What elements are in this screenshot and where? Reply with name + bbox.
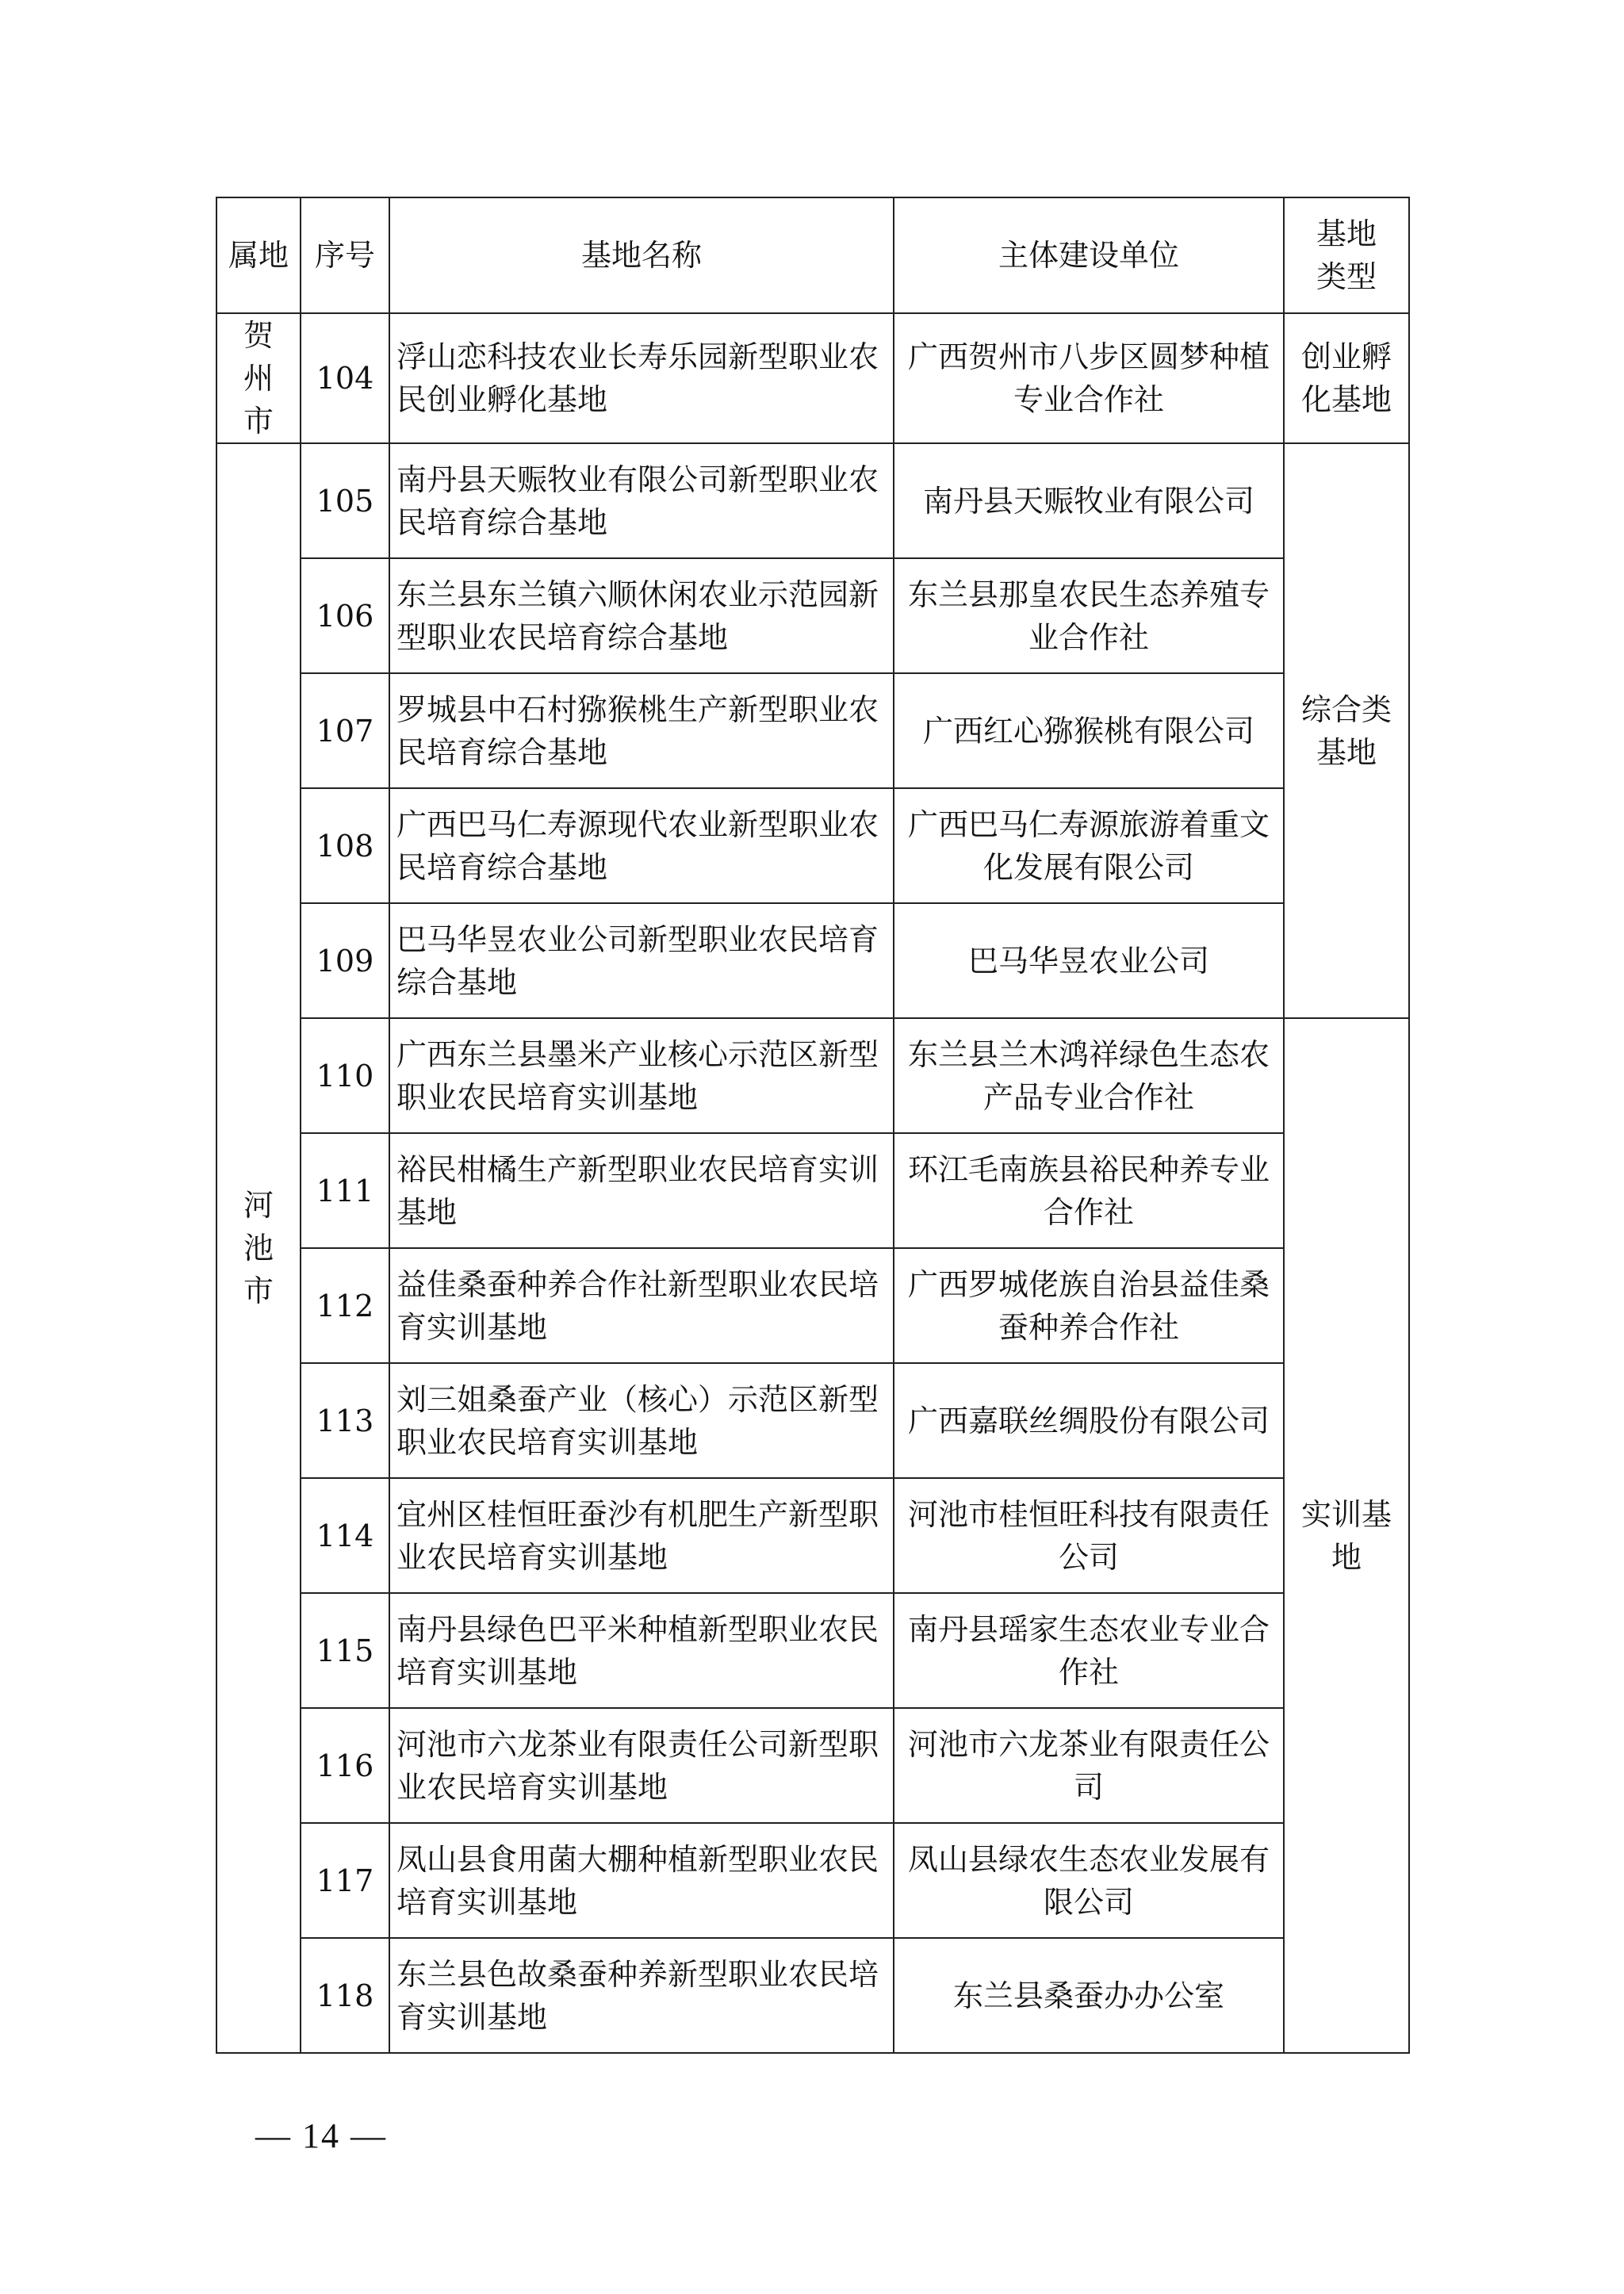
seq-cell: 110: [301, 1018, 389, 1133]
unit-cell: 广西红心猕猴桃有限公司: [894, 673, 1284, 788]
name-cell: 浮山恋科技农业长寿乐园新型职业农民创业孵化基地: [389, 313, 894, 443]
table-row: [216, 443, 1409, 558]
type-cell-training: 实训基地: [1284, 1018, 1409, 2053]
type-cell-comprehensive: 综合类基地: [1284, 443, 1409, 1018]
header-seq: 序号: [301, 197, 389, 313]
unit-cell: 广西巴马仁寿源旅游着重文化发展有限公司: [894, 788, 1284, 903]
table-row: [216, 558, 1409, 673]
name-cell: 宜州区桂恒旺蚕沙有机肥生产新型职业农民培育实训基地: [389, 1478, 894, 1593]
name-cell: 凤山县食用菌大棚种植新型职业农民培育实训基地: [389, 1823, 894, 1938]
name-cell: 罗城县中石村猕猴桃生产新型职业农民培育综合基地: [389, 673, 894, 788]
unit-cell: 东兰县桑蚕办办公室: [894, 1938, 1284, 2053]
table-row: [216, 1938, 1409, 2053]
name-cell: 东兰县色故桑蚕种养新型职业农民培育实训基地: [389, 1938, 894, 2053]
table-row: [216, 1018, 1409, 1133]
table-row: [216, 1248, 1409, 1363]
city-cell-hechi: 河池市: [216, 443, 301, 2053]
seq-cell: 109: [301, 903, 389, 1018]
seq-cell: 106: [301, 558, 389, 673]
table-row: [216, 1823, 1409, 1938]
unit-cell: 广西罗城佬族自治县益佳桑蚕种养合作社: [894, 1248, 1284, 1363]
name-cell: 广西东兰县墨米产业核心示范区新型职业农民培育实训基地: [389, 1018, 894, 1133]
name-cell: 南丹县绿色巴平米种植新型职业农民培育实训基地: [389, 1593, 894, 1708]
type-cell-incubation: 创业孵化基地: [1284, 313, 1409, 443]
seq-cell: 115: [301, 1593, 389, 1708]
base-list-table: [216, 197, 1410, 2054]
unit-cell: 环江毛南族县裕民种养专业合作社: [894, 1133, 1284, 1248]
unit-cell: 河池市六龙茶业有限责任公司: [894, 1708, 1284, 1823]
name-cell: 刘三姐桑蚕产业（核心）示范区新型职业农民培育实训基地: [389, 1363, 894, 1478]
table-row: [216, 788, 1409, 903]
seq-cell: 107: [301, 673, 389, 788]
table-row: [216, 1363, 1409, 1478]
seq-cell: 113: [301, 1363, 389, 1478]
header-city: 属地: [216, 197, 301, 313]
table-row: [216, 1708, 1409, 1823]
name-cell: 巴马华昱农业公司新型职业农民培育综合基地: [389, 903, 894, 1018]
seq-cell: 104: [301, 313, 389, 443]
name-cell: 东兰县东兰镇六顺休闲农业示范园新型职业农民培育综合基地: [389, 558, 894, 673]
seq-cell: 108: [301, 788, 389, 903]
name-cell: 南丹县天赈牧业有限公司新型职业农民培育综合基地: [389, 443, 894, 558]
header-name: 基地名称: [389, 197, 894, 313]
unit-cell: 南丹县瑶家生态农业专业合作社: [894, 1593, 1284, 1708]
page-number: — 14 —: [255, 2116, 387, 2155]
seq-cell: 117: [301, 1823, 389, 1938]
seq-cell: 118: [301, 1938, 389, 2053]
table-row: [216, 673, 1409, 788]
table-row: [216, 313, 1409, 443]
unit-cell: 南丹县天赈牧业有限公司: [894, 443, 1284, 558]
seq-cell: 114: [301, 1478, 389, 1593]
name-cell: 广西巴马仁寿源现代农业新型职业农民培育综合基地: [389, 788, 894, 903]
table-row: [216, 1478, 1409, 1593]
seq-cell: 116: [301, 1708, 389, 1823]
unit-cell: 河池市桂恒旺科技有限责任公司: [894, 1478, 1284, 1593]
seq-cell: 112: [301, 1248, 389, 1363]
table-header-row: [216, 197, 1409, 313]
unit-cell: 巴马华昱农业公司: [894, 903, 1284, 1018]
name-cell: 益佳桑蚕种养合作社新型职业农民培育实训基地: [389, 1248, 894, 1363]
table-row: [216, 1133, 1409, 1248]
seq-cell: 105: [301, 443, 389, 558]
city-cell-hezhou: 贺州市: [216, 313, 301, 443]
header-type: 基地类型: [1284, 197, 1409, 313]
header-unit: 主体建设单位: [894, 197, 1284, 313]
table-row: [216, 1593, 1409, 1708]
unit-cell: 东兰县那皇农民生态养殖专业合作社: [894, 558, 1284, 673]
table-row: [216, 903, 1409, 1018]
name-cell: 河池市六龙茶业有限责任公司新型职业农民培育实训基地: [389, 1708, 894, 1823]
seq-cell: 111: [301, 1133, 389, 1248]
unit-cell: 广西贺州市八步区圆梦种植专业合作社: [894, 313, 1284, 443]
unit-cell: 东兰县兰木鸿祥绿色生态农产品专业合作社: [894, 1018, 1284, 1133]
name-cell: 裕民柑橘生产新型职业农民培育实训基地: [389, 1133, 894, 1248]
unit-cell: 凤山县绿农生态农业发展有限公司: [894, 1823, 1284, 1938]
unit-cell: 广西嘉联丝绸股份有限公司: [894, 1363, 1284, 1478]
